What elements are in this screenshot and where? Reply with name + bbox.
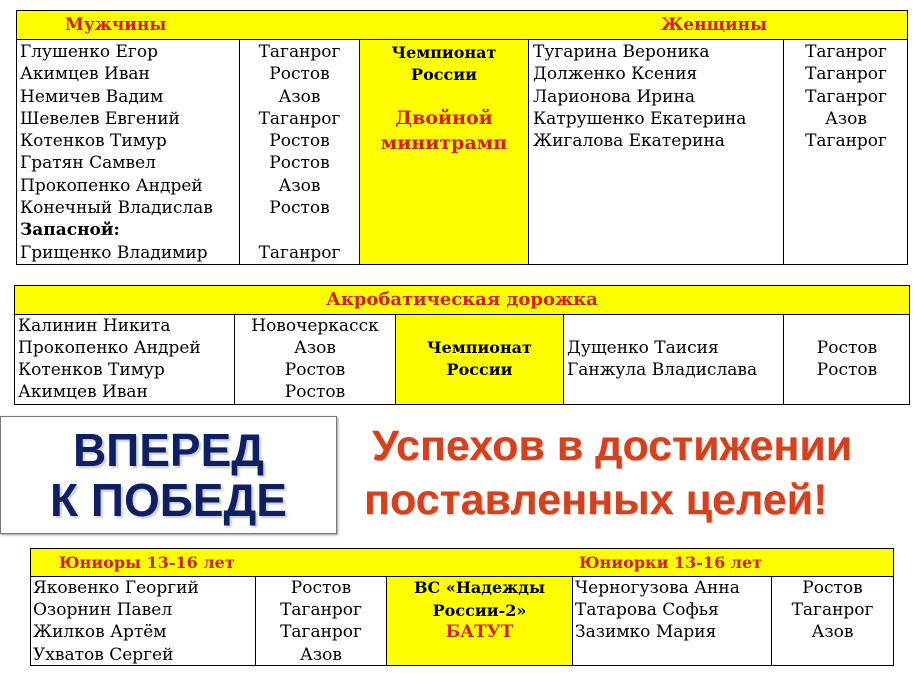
list-item: Тугарина Вероника [533, 42, 710, 62]
good-luck-banner [360, 416, 916, 536]
list-item: Котенков Тимур [18, 360, 165, 380]
list-item: Жилков Артём [33, 622, 167, 643]
list-item: Ростов [290, 578, 352, 598]
women-cities-column [784, 315, 910, 404]
list-item: Таганрог [280, 622, 362, 643]
list-item: Таганрог [258, 242, 341, 263]
junior-girls-header: Юниорки 13-16 лет [579, 553, 763, 572]
list-item: Таганрог [280, 600, 362, 621]
list-item: Таганрог [805, 42, 887, 62]
list-item: Акимцев Иван [20, 64, 150, 85]
men-names-column [33, 577, 255, 665]
list-item: Таганрог [805, 86, 887, 107]
list-item: Ларионова Ирина [533, 86, 695, 107]
list-item: Ростов [284, 360, 346, 380]
mini-trampoline-team-table [16, 10, 908, 265]
list-item: Глушенко Егор [20, 42, 158, 62]
banner-line-1: ВПЕРЕД [72, 424, 265, 476]
women-names-column [567, 315, 783, 404]
table-header [15, 286, 909, 315]
list-item: Ростов [284, 382, 346, 402]
tumbling-team-table [14, 285, 910, 405]
banner-line-1: Успехов в достижении [372, 422, 853, 470]
competition-cell [395, 315, 564, 404]
women-cities-column [772, 577, 893, 665]
list-item: Таганрог [258, 108, 341, 129]
women-names-column [533, 40, 783, 264]
list-item: Ганжула Владислава [567, 360, 758, 380]
list-item: Гратян Самвел [20, 153, 156, 174]
list-item: Таганрог [258, 42, 341, 62]
competition-title: ВС «Надежды России-2» [413, 578, 545, 620]
competition-discipline: БАТУТ [445, 622, 514, 642]
list-item: Яковенко Георгий [33, 578, 199, 598]
table-header [17, 11, 907, 40]
list-item: Озорнин Павел [33, 600, 173, 621]
list-item: Татарова Софья [575, 600, 719, 621]
list-item: Азов [278, 175, 321, 196]
junior-trampoline-team-table [30, 548, 894, 666]
banner-line-2: поставленных целей! [364, 476, 828, 524]
men-header: Мужчины [65, 15, 167, 35]
list-item: Таганрог [791, 600, 874, 621]
list-item: Ростов [269, 64, 330, 85]
men-cities-column [240, 40, 359, 264]
list-item: Котенков Тимур [20, 131, 167, 152]
list-item: Ростов [802, 578, 863, 598]
reserve-label: Запасной: [20, 220, 120, 241]
list-item: Конечный Владислав [20, 198, 213, 219]
list-item: Немичев Вадим [20, 86, 164, 107]
list-item: Ростов [816, 360, 878, 380]
list-item: Азов [300, 644, 342, 665]
list-item: Новочеркасск [251, 316, 379, 336]
list-item: Грищенко Владимир [20, 242, 208, 263]
list-item: Зазимко Мария [575, 622, 717, 643]
list-item: Долженко Ксения [533, 64, 698, 85]
list-item: Ростов [269, 198, 330, 219]
competition-title: Чемпионат России [391, 43, 497, 84]
competition-cell [359, 40, 529, 264]
discipline-header: Акробатическая дорожка [326, 289, 598, 310]
list-item: Ухватов Сергей [33, 644, 174, 665]
list-item: Черногузова Анна [575, 578, 740, 598]
men-names-column [18, 315, 233, 404]
list-item: Дущенко Таисия [567, 338, 719, 358]
competition-cell [386, 577, 573, 665]
forward-to-victory-banner [0, 416, 337, 534]
table-header [31, 549, 893, 577]
list-item: Азов [825, 108, 867, 129]
women-names-column [575, 577, 771, 665]
men-names-column [20, 40, 240, 264]
list-item: Катрушенко Екатерина [533, 108, 747, 129]
list-item: Прокопенко Андрей [18, 338, 201, 358]
list-item: Азов [294, 338, 336, 358]
list-item: Азов [278, 86, 321, 107]
list-item: Таганрог [805, 131, 887, 152]
list-item: Азов [811, 622, 854, 643]
list-item: Ростов [816, 338, 878, 358]
list-item: Ростов [269, 153, 330, 174]
list-item: Жигалова Екатерина [533, 131, 725, 152]
list-item: Шевелев Евгений [20, 108, 180, 129]
women-cities-column [784, 40, 908, 264]
banner-line-2: К ПОБЕДЕ [50, 474, 287, 526]
list-item: Ростов [269, 131, 330, 152]
men-cities-column [256, 577, 386, 665]
men-cities-column [235, 315, 395, 404]
women-header: Женщины [661, 15, 768, 35]
competition-discipline: Двойной минитрамп [380, 107, 508, 154]
competition-title: Чемпионат России [427, 338, 532, 379]
list-item: Прокопенко Андрей [20, 175, 203, 196]
juniors-header: Юниоры 13-16 лет [59, 553, 235, 572]
list-item: Калинин Никита [18, 316, 171, 336]
list-item: Акимцев Иван [18, 382, 148, 402]
list-item: Таганрог [805, 64, 887, 85]
